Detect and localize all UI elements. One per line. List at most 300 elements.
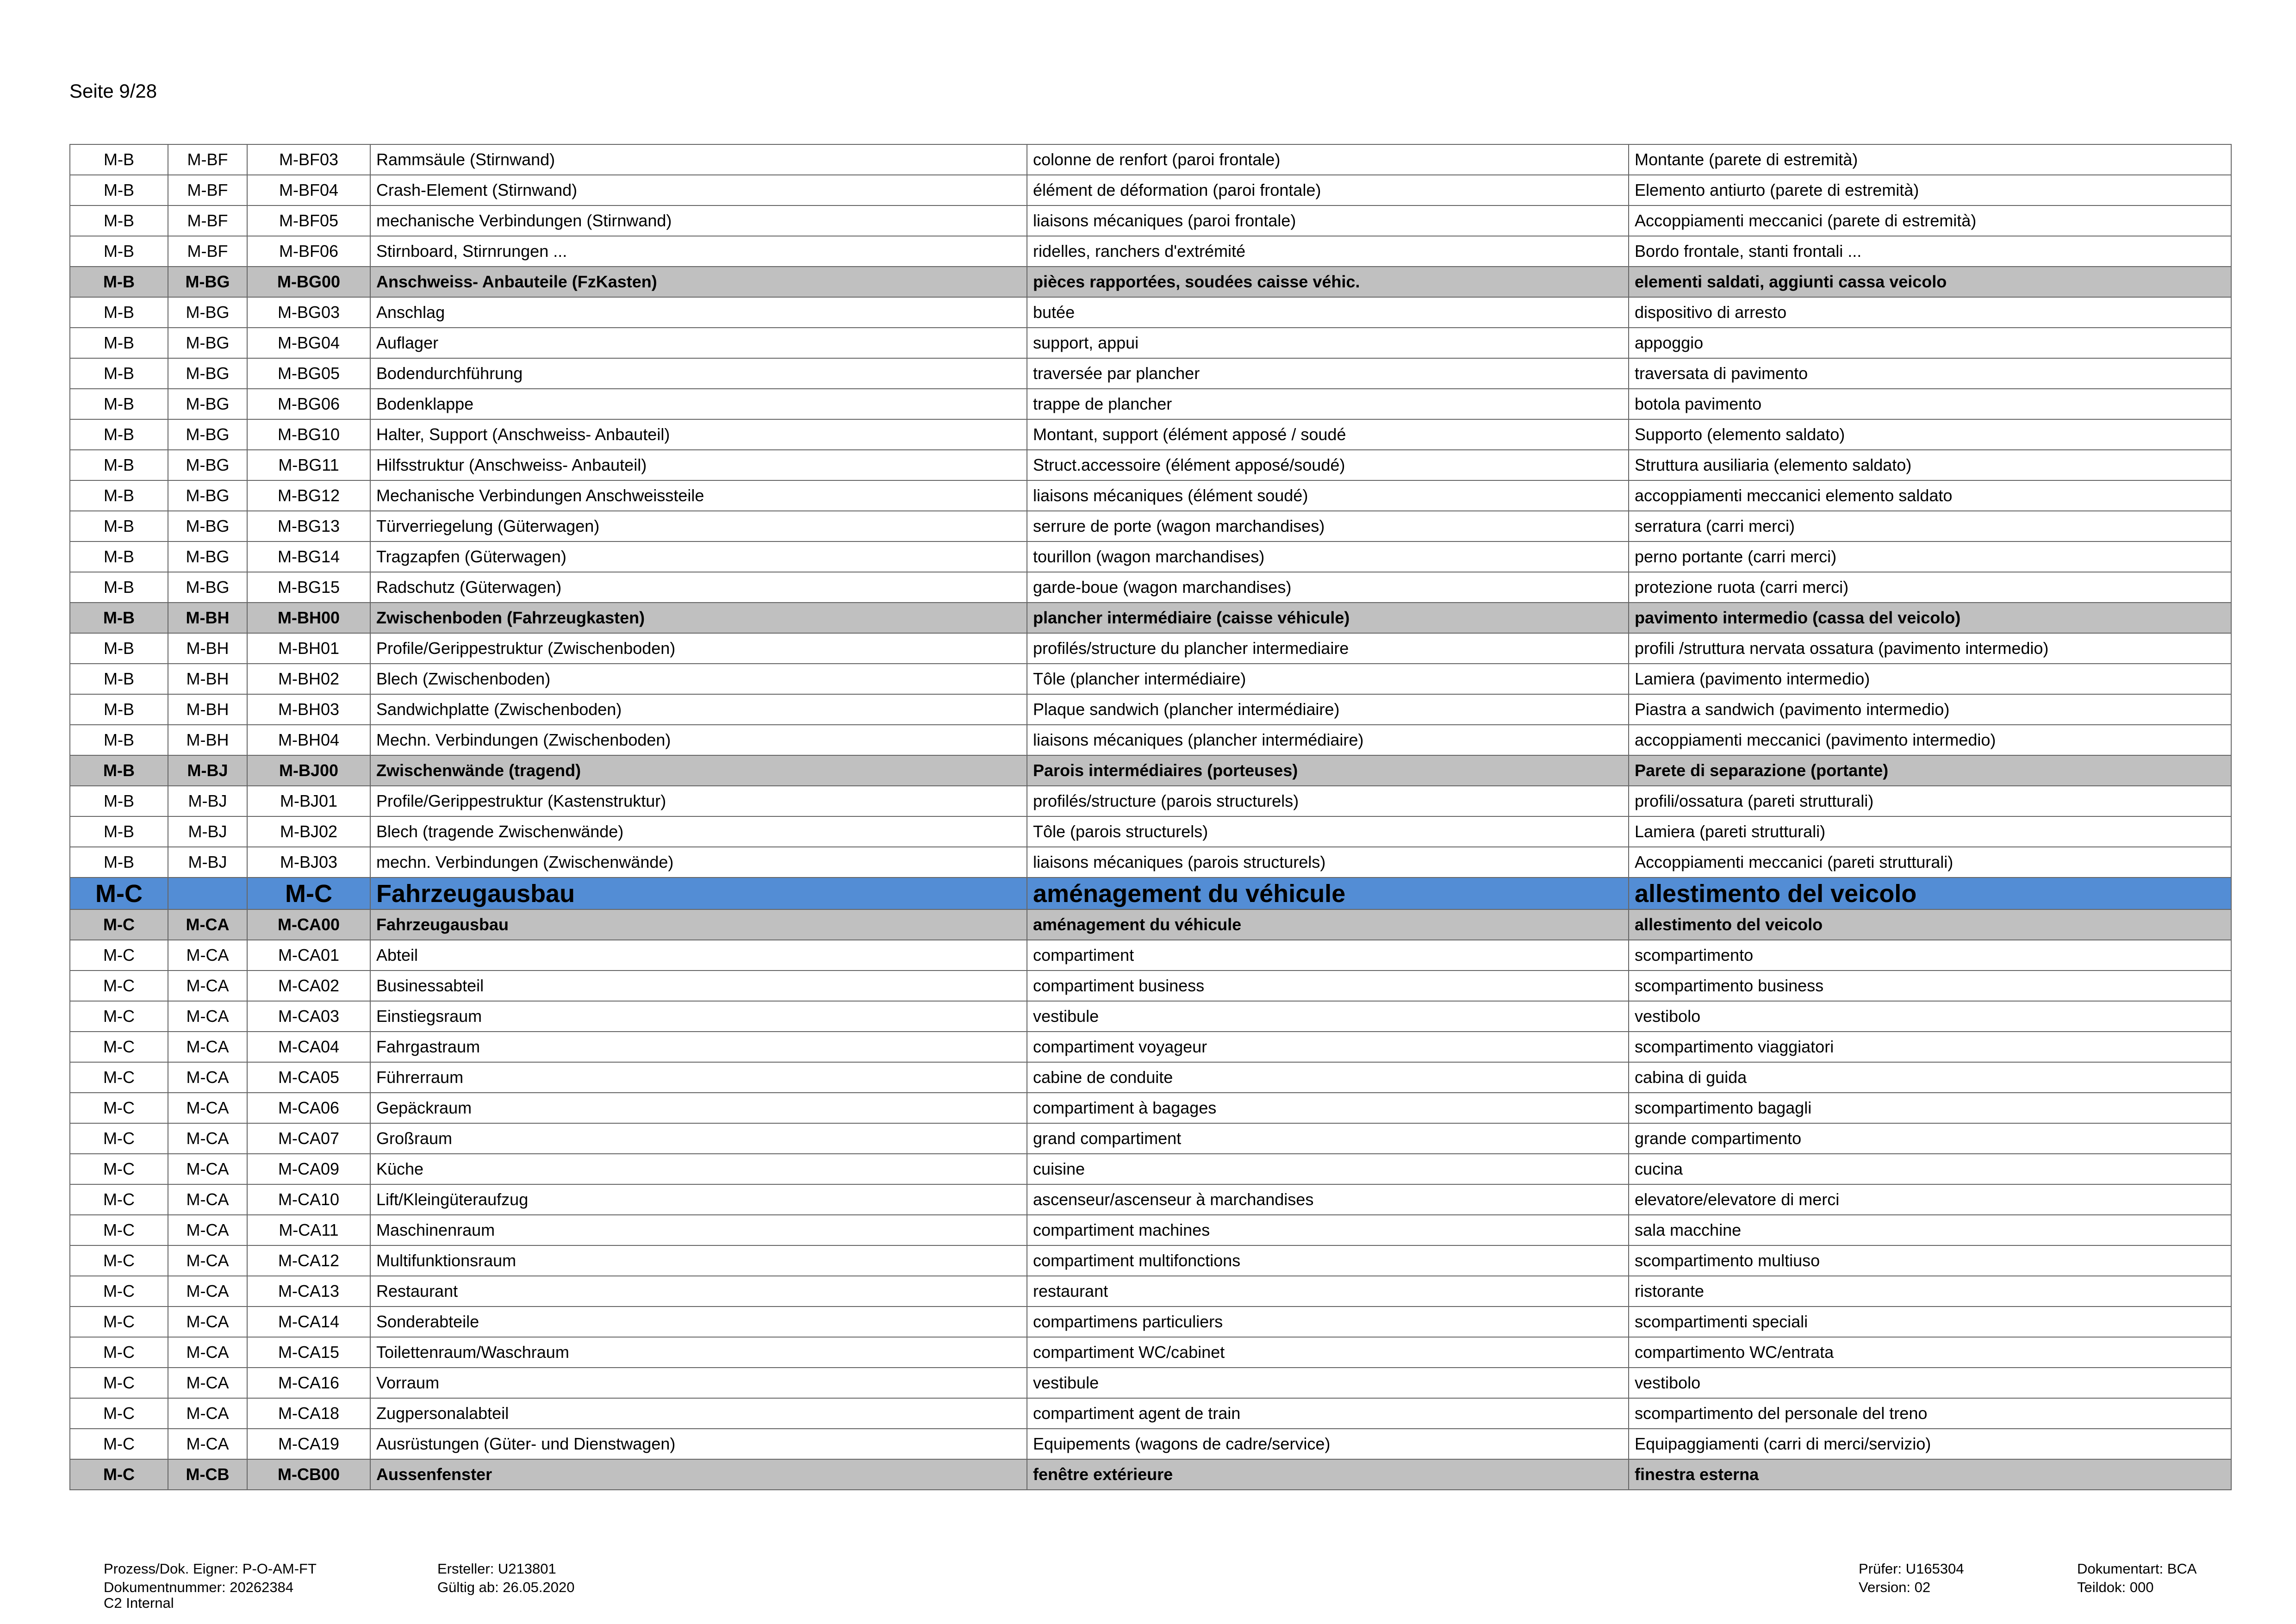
code-cell: M-BF04 <box>247 175 370 205</box>
italian-cell: Accoppiamenti meccanici (parete di estremità) <box>1629 205 2231 236</box>
level1-cell: M-B <box>70 205 168 236</box>
code-cell: M-CA03 <box>247 1001 370 1032</box>
footer-reviewer: Prüfer: U165304 <box>1859 1561 1964 1577</box>
german-cell: Crash-Element (Stirnwand) <box>370 175 1027 205</box>
level1-cell: M-B <box>70 328 168 358</box>
level1-cell: M-C <box>70 1337 168 1368</box>
french-cell: traversée par plancher <box>1027 358 1629 389</box>
code-cell: M-BF03 <box>247 144 370 175</box>
level2-cell: M-CA <box>168 1062 247 1093</box>
french-cell: compartiment multifonctions <box>1027 1245 1629 1276</box>
level2-cell: M-BF <box>168 205 247 236</box>
footer-doc-number: Dokumentnummer: 20262384 <box>104 1579 294 1595</box>
french-cell: compartiment à bagages <box>1027 1093 1629 1123</box>
german-cell: Businessabteil <box>370 971 1027 1001</box>
level1-cell: M-C <box>70 909 168 940</box>
level2-cell: M-BF <box>168 175 247 205</box>
german-cell: Hilfsstruktur (Anschweiss- Anbauteil) <box>370 450 1027 480</box>
code-cell: M-BJ03 <box>247 847 370 877</box>
level1-cell: M-C <box>70 1093 168 1123</box>
italian-cell: scompartimenti speciali <box>1629 1307 2231 1337</box>
code-cell: M-BH03 <box>247 694 370 725</box>
code-cell: M-BG06 <box>247 389 370 419</box>
german-cell: Aussenfenster <box>370 1459 1027 1490</box>
level2-cell: M-CA <box>168 1368 247 1398</box>
german-cell: Einstiegsraum <box>370 1001 1027 1032</box>
french-cell: compartiment <box>1027 940 1629 971</box>
table-row <box>70 1429 2231 1459</box>
level2-cell: M-CA <box>168 1337 247 1368</box>
italian-cell: scompartimento <box>1629 940 2231 971</box>
table-row <box>70 1215 2231 1245</box>
level2-cell: M-CA <box>168 1215 247 1245</box>
table-row <box>70 1062 2231 1093</box>
french-cell: support, appui <box>1027 328 1629 358</box>
level2-cell: M-BG <box>168 450 247 480</box>
code-cell: M-CA10 <box>247 1184 370 1215</box>
code-cell: M-C <box>247 877 370 909</box>
level2-cell: M-BH <box>168 603 247 633</box>
code-cell: M-BG04 <box>247 328 370 358</box>
level2-cell: M-CA <box>168 1032 247 1062</box>
level2-cell: M-BG <box>168 480 247 511</box>
level2-cell: M-BG <box>168 358 247 389</box>
german-cell: Anschlag <box>370 297 1027 328</box>
table-row <box>70 297 2231 328</box>
code-cell: M-BH02 <box>247 664 370 694</box>
code-cell: M-CB00 <box>247 1459 370 1490</box>
code-cell: M-CA07 <box>247 1123 370 1154</box>
french-cell: compartiment agent de train <box>1027 1398 1629 1429</box>
table-row <box>70 1276 2231 1307</box>
level1-cell: M-B <box>70 450 168 480</box>
level1-cell: M-C <box>70 877 168 909</box>
german-cell: Fahrzeugausbau <box>370 877 1027 909</box>
level1-cell: M-B <box>70 664 168 694</box>
level1-cell: M-C <box>70 1001 168 1032</box>
level1-cell: M-C <box>70 1276 168 1307</box>
german-cell: Zwischenboden (Fahrzeugkasten) <box>370 603 1027 633</box>
german-cell: mechanische Verbindungen (Stirnwand) <box>370 205 1027 236</box>
italian-cell: scompartimento bagagli <box>1629 1093 2231 1123</box>
level1-cell: M-C <box>70 940 168 971</box>
german-cell: Fahrgastraum <box>370 1032 1027 1062</box>
italian-cell: protezione ruota (carri merci) <box>1629 572 2231 603</box>
french-cell: trappe de plancher <box>1027 389 1629 419</box>
level1-cell: M-C <box>70 1245 168 1276</box>
french-cell: Tôle (parois structurels) <box>1027 816 1629 847</box>
code-cell: M-CA09 <box>247 1154 370 1184</box>
level1-cell: M-C <box>70 1398 168 1429</box>
french-cell: compartiment WC/cabinet <box>1027 1337 1629 1368</box>
code-cell: M-BH01 <box>247 633 370 664</box>
italian-cell: allestimento del veicolo <box>1629 909 2231 940</box>
french-cell: Tôle (plancher intermédiaire) <box>1027 664 1629 694</box>
german-cell: Großraum <box>370 1123 1027 1154</box>
italian-cell: dispositivo di arresto <box>1629 297 2231 328</box>
level1-cell: M-C <box>70 1123 168 1154</box>
footer-version: Version: 02 <box>1859 1579 1931 1595</box>
german-cell: Halter, Support (Anschweiss- Anbauteil) <box>370 419 1027 450</box>
group-header-row <box>70 603 2231 633</box>
german-cell: Bodenklappe <box>370 389 1027 419</box>
french-cell: pièces rapportées, soudées caisse véhic. <box>1027 267 1629 297</box>
level2-cell: M-BG <box>168 541 247 572</box>
german-cell: Profile/Gerippestruktur (Kastenstruktur) <box>370 786 1027 816</box>
code-cell: M-CA18 <box>247 1398 370 1429</box>
german-cell: Auflager <box>370 328 1027 358</box>
italian-cell: scompartimento viaggiatori <box>1629 1032 2231 1062</box>
french-cell: liaisons mécaniques (plancher intermédiaire) <box>1027 725 1629 755</box>
french-cell: ascenseur/ascenseur à marchandises <box>1027 1184 1629 1215</box>
table-row <box>70 633 2231 664</box>
table-row <box>70 1184 2231 1215</box>
table-row <box>70 816 2231 847</box>
level1-cell: M-B <box>70 358 168 389</box>
code-cell: M-CA05 <box>247 1062 370 1093</box>
italian-cell: botola pavimento <box>1629 389 2231 419</box>
french-cell: garde-boue (wagon marchandises) <box>1027 572 1629 603</box>
german-cell: Multifunktionsraum <box>370 1245 1027 1276</box>
level2-cell: M-CA <box>168 1184 247 1215</box>
german-cell: Abteil <box>370 940 1027 971</box>
level1-cell: M-C <box>70 1368 168 1398</box>
french-cell: restaurant <box>1027 1276 1629 1307</box>
footer-valid-from: Gültig ab: 26.05.2020 <box>437 1579 575 1595</box>
italian-cell: Parete di separazione (portante) <box>1629 755 2231 786</box>
level1-cell: M-C <box>70 1459 168 1490</box>
german-cell: Toilettenraum/Waschraum <box>370 1337 1027 1368</box>
italian-cell: sala macchine <box>1629 1215 2231 1245</box>
level1-cell: M-B <box>70 541 168 572</box>
code-cell: M-CA14 <box>247 1307 370 1337</box>
italian-cell: appoggio <box>1629 328 2231 358</box>
level2-cell: M-BG <box>168 267 247 297</box>
german-cell: Lift/Kleingüteraufzug <box>370 1184 1027 1215</box>
level2-cell: M-BG <box>168 328 247 358</box>
german-cell: Profile/Gerippestruktur (Zwischenboden) <box>370 633 1027 664</box>
level2-cell: M-CA <box>168 1154 247 1184</box>
french-cell: plancher intermédiaire (caisse véhicule) <box>1027 603 1629 633</box>
level2-cell: M-CA <box>168 971 247 1001</box>
table-row <box>70 664 2231 694</box>
level1-cell: M-B <box>70 633 168 664</box>
german-cell: Bodendurchführung <box>370 358 1027 389</box>
level2-cell: M-BJ <box>168 786 247 816</box>
level1-cell: M-B <box>70 786 168 816</box>
table-row <box>70 940 2231 971</box>
table-row <box>70 1123 2231 1154</box>
level2-cell: M-BG <box>168 511 247 541</box>
level2-cell: M-BF <box>168 144 247 175</box>
level2-cell: M-BF <box>168 236 247 267</box>
level2-cell: M-CA <box>168 940 247 971</box>
french-cell: liaisons mécaniques (élément soudé) <box>1027 480 1629 511</box>
german-cell: mechn. Verbindungen (Zwischenwände) <box>370 847 1027 877</box>
table-row <box>70 1032 2231 1062</box>
italian-cell: Lamiera (pavimento intermedio) <box>1629 664 2231 694</box>
table-row <box>70 236 2231 267</box>
footer-owner: Prozess/Dok. Eigner: P-O-AM-FT <box>104 1561 317 1577</box>
table-row <box>70 328 2231 358</box>
level2-cell: M-CA <box>168 909 247 940</box>
german-cell: Rammsäule (Stirnwand) <box>370 144 1027 175</box>
level1-cell: M-C <box>70 1154 168 1184</box>
german-cell: Türverriegelung (Güterwagen) <box>370 511 1027 541</box>
table-row <box>70 1368 2231 1398</box>
level1-cell: M-B <box>70 755 168 786</box>
code-cell: M-CA11 <box>247 1215 370 1245</box>
level2-cell: M-BJ <box>168 816 247 847</box>
level2-cell: M-BH <box>168 633 247 664</box>
table-row <box>70 1337 2231 1368</box>
code-cell: M-BJ01 <box>247 786 370 816</box>
table-row <box>70 847 2231 877</box>
table-row <box>70 1398 2231 1429</box>
italian-cell: scompartimento business <box>1629 971 2231 1001</box>
level1-cell: M-B <box>70 694 168 725</box>
level1-cell: M-B <box>70 389 168 419</box>
level2-cell: M-CA <box>168 1245 247 1276</box>
german-cell: Blech (Zwischenboden) <box>370 664 1027 694</box>
french-cell: aménagement du véhicule <box>1027 909 1629 940</box>
level1-cell: M-C <box>70 1307 168 1337</box>
level2-cell: M-BG <box>168 389 247 419</box>
code-cell: M-BF05 <box>247 205 370 236</box>
level1-cell: M-B <box>70 816 168 847</box>
table-row <box>70 175 2231 205</box>
code-cell: M-BG11 <box>247 450 370 480</box>
german-cell: Anschweiss- Anbauteile (FzKasten) <box>370 267 1027 297</box>
level1-cell: M-B <box>70 847 168 877</box>
german-cell: Blech (tragende Zwischenwände) <box>370 816 1027 847</box>
french-cell: compartiment business <box>1027 971 1629 1001</box>
french-cell: liaisons mécaniques (paroi frontale) <box>1027 205 1629 236</box>
level1-cell: M-B <box>70 603 168 633</box>
german-cell: Restaurant <box>370 1276 1027 1307</box>
italian-cell: Bordo frontale, stanti frontali ... <box>1629 236 2231 267</box>
french-cell: Plaque sandwich (plancher intermédiaire) <box>1027 694 1629 725</box>
italian-cell: Elemento antiurto (parete di estremità) <box>1629 175 2231 205</box>
code-cell: M-CA12 <box>247 1245 370 1276</box>
italian-cell: profili /struttura nervata ossatura (pavimento intermedio) <box>1629 633 2231 664</box>
italian-cell: profili/ossatura (pareti strutturali) <box>1629 786 2231 816</box>
table-row <box>70 419 2231 450</box>
level1-cell: M-C <box>70 1184 168 1215</box>
level1-cell: M-B <box>70 572 168 603</box>
italian-cell: perno portante (carri merci) <box>1629 541 2231 572</box>
level1-cell: M-C <box>70 1215 168 1245</box>
code-cell: M-CA00 <box>247 909 370 940</box>
german-cell: Tragzapfen (Güterwagen) <box>370 541 1027 572</box>
french-cell: cabine de conduite <box>1027 1062 1629 1093</box>
level2-cell: M-BH <box>168 694 247 725</box>
french-cell: compartiment voyageur <box>1027 1032 1629 1062</box>
code-table <box>69 144 2232 1490</box>
italian-cell: grande compartimento <box>1629 1123 2231 1154</box>
italian-cell: scompartimento multiuso <box>1629 1245 2231 1276</box>
table-body <box>70 144 2231 1490</box>
german-cell: Vorraum <box>370 1368 1027 1398</box>
level1-cell: M-B <box>70 511 168 541</box>
french-cell: vestibule <box>1027 1001 1629 1032</box>
french-cell: butée <box>1027 297 1629 328</box>
code-cell: M-BG14 <box>247 541 370 572</box>
code-cell: M-BJ02 <box>247 816 370 847</box>
level1-cell: M-B <box>70 725 168 755</box>
level2-cell: M-CA <box>168 1123 247 1154</box>
section-header-row <box>70 877 2231 909</box>
table-row <box>70 694 2231 725</box>
code-cell: M-BG15 <box>247 572 370 603</box>
code-cell: M-CA02 <box>247 971 370 1001</box>
italian-cell: pavimento intermedio (cassa del veicolo) <box>1629 603 2231 633</box>
table-row <box>70 1001 2231 1032</box>
footer-reviewer-block <box>1859 1560 1964 1597</box>
italian-cell: Struttura ausiliaria (elemento saldato) <box>1629 450 2231 480</box>
code-cell: M-CA04 <box>247 1032 370 1062</box>
french-cell: Parois intermédiaires (porteuses) <box>1027 755 1629 786</box>
german-cell: Fahrzeugausbau <box>370 909 1027 940</box>
group-header-row <box>70 267 2231 297</box>
table-row <box>70 205 2231 236</box>
code-cell: M-BG05 <box>247 358 370 389</box>
italian-cell: accoppiamenti meccanici (pavimento intermedio) <box>1629 725 2231 755</box>
level1-cell: M-C <box>70 971 168 1001</box>
group-header-row <box>70 909 2231 940</box>
footer-author-block <box>437 1560 574 1597</box>
italian-cell: serratura (carri merci) <box>1629 511 2231 541</box>
code-cell: M-BG12 <box>247 480 370 511</box>
table-row <box>70 1093 2231 1123</box>
level2-cell: M-CA <box>168 1093 247 1123</box>
german-cell: Stirnboard, Stirnrungen ... <box>370 236 1027 267</box>
italian-cell: accoppiamenti meccanici elemento saldato <box>1629 480 2231 511</box>
french-cell: profilés/structure du plancher intermediaire <box>1027 633 1629 664</box>
footer-doc-type: Dokumentart: BCA <box>2077 1561 2197 1577</box>
level2-cell: M-BG <box>168 572 247 603</box>
level2-cell: M-BG <box>168 297 247 328</box>
footer-classification: C2 Internal <box>104 1595 174 1611</box>
footer-part-doc: Teildok: 000 <box>2077 1579 2154 1595</box>
italian-cell: Supporto (elemento saldato) <box>1629 419 2231 450</box>
german-cell: Mechn. Verbindungen (Zwischenboden) <box>370 725 1027 755</box>
french-cell: cuisine <box>1027 1154 1629 1184</box>
italian-cell: finestra esterna <box>1629 1459 2231 1490</box>
table-row <box>70 480 2231 511</box>
table-row <box>70 541 2231 572</box>
table-row <box>70 1307 2231 1337</box>
page-number: Seite 9/28 <box>69 80 157 102</box>
level1-cell: M-C <box>70 1032 168 1062</box>
code-cell: M-BF06 <box>247 236 370 267</box>
french-cell: compartimens particuliers <box>1027 1307 1629 1337</box>
italian-cell: elementi saldati, aggiunti cassa veicolo <box>1629 267 2231 297</box>
german-cell: Ausrüstungen (Güter- und Dienstwagen) <box>370 1429 1027 1459</box>
level1-cell: M-B <box>70 144 168 175</box>
table-row <box>70 511 2231 541</box>
italian-cell: Piastra a sandwich (pavimento intermedio) <box>1629 694 2231 725</box>
german-cell: Sandwichplatte (Zwischenboden) <box>370 694 1027 725</box>
code-cell: M-BG13 <box>247 511 370 541</box>
level2-cell: M-BG <box>168 419 247 450</box>
german-cell: Radschutz (Güterwagen) <box>370 572 1027 603</box>
french-cell: Equipements (wagons de cadre/service) <box>1027 1429 1629 1459</box>
table-row <box>70 450 2231 480</box>
level1-cell: M-C <box>70 1429 168 1459</box>
code-cell: M-BH04 <box>247 725 370 755</box>
italian-cell: cucina <box>1629 1154 2231 1184</box>
german-cell: Führerraum <box>370 1062 1027 1093</box>
german-cell: Zwischenwände (tragend) <box>370 755 1027 786</box>
french-cell: grand compartiment <box>1027 1123 1629 1154</box>
code-cell: M-CA15 <box>247 1337 370 1368</box>
group-header-row <box>70 1459 2231 1490</box>
code-cell: M-CA13 <box>247 1276 370 1307</box>
french-cell: compartiment machines <box>1027 1215 1629 1245</box>
table-row <box>70 1245 2231 1276</box>
italian-cell: allestimento del veicolo <box>1629 877 2231 909</box>
german-cell: Maschinenraum <box>370 1215 1027 1245</box>
french-cell: fenêtre extérieure <box>1027 1459 1629 1490</box>
table-row <box>70 389 2231 419</box>
italian-cell: elevatore/elevatore di merci <box>1629 1184 2231 1215</box>
level2-cell: M-CA <box>168 1429 247 1459</box>
level2-cell: M-CA <box>168 1307 247 1337</box>
french-cell: vestibule <box>1027 1368 1629 1398</box>
table-row <box>70 971 2231 1001</box>
group-header-row <box>70 755 2231 786</box>
italian-cell: vestibolo <box>1629 1368 2231 1398</box>
table-row <box>70 572 2231 603</box>
level2-cell: M-CA <box>168 1001 247 1032</box>
level1-cell: M-B <box>70 297 168 328</box>
french-cell: profilés/structure (parois structurels) <box>1027 786 1629 816</box>
level2-cell: M-BH <box>168 664 247 694</box>
code-cell: M-CA16 <box>247 1368 370 1398</box>
level1-cell: M-B <box>70 480 168 511</box>
code-cell: M-CA06 <box>247 1093 370 1123</box>
french-cell: ridelles, ranchers d'extrémité <box>1027 236 1629 267</box>
french-cell: Struct.accessoire (élément apposé/soudé) <box>1027 450 1629 480</box>
level2-cell: M-CA <box>168 1398 247 1429</box>
level1-cell: M-C <box>70 1062 168 1093</box>
level1-cell: M-B <box>70 267 168 297</box>
footer-owner-block <box>104 1560 317 1612</box>
italian-cell: Lamiera (pareti strutturali) <box>1629 816 2231 847</box>
italian-cell: Accoppiamenti meccanici (pareti strutturali) <box>1629 847 2231 877</box>
table-row <box>70 144 2231 175</box>
level1-cell: M-B <box>70 419 168 450</box>
german-cell: Sonderabteile <box>370 1307 1027 1337</box>
italian-cell: cabina di guida <box>1629 1062 2231 1093</box>
italian-cell: Equipaggiamenti (carri di merci/servizio) <box>1629 1429 2231 1459</box>
level1-cell: M-B <box>70 175 168 205</box>
table-row <box>70 786 2231 816</box>
italian-cell: vestibolo <box>1629 1001 2231 1032</box>
code-cell: M-CA19 <box>247 1429 370 1459</box>
code-cell: M-BH00 <box>247 603 370 633</box>
table-row <box>70 725 2231 755</box>
level2-cell <box>168 877 247 909</box>
footer-author: Ersteller: U213801 <box>437 1561 556 1577</box>
french-cell: serrure de porte (wagon marchandises) <box>1027 511 1629 541</box>
code-cell: M-CA01 <box>247 940 370 971</box>
german-cell: Zugpersonalabteil <box>370 1398 1027 1429</box>
french-cell: aménagement du véhicule <box>1027 877 1629 909</box>
code-cell: M-BG10 <box>247 419 370 450</box>
level2-cell: M-BH <box>168 725 247 755</box>
